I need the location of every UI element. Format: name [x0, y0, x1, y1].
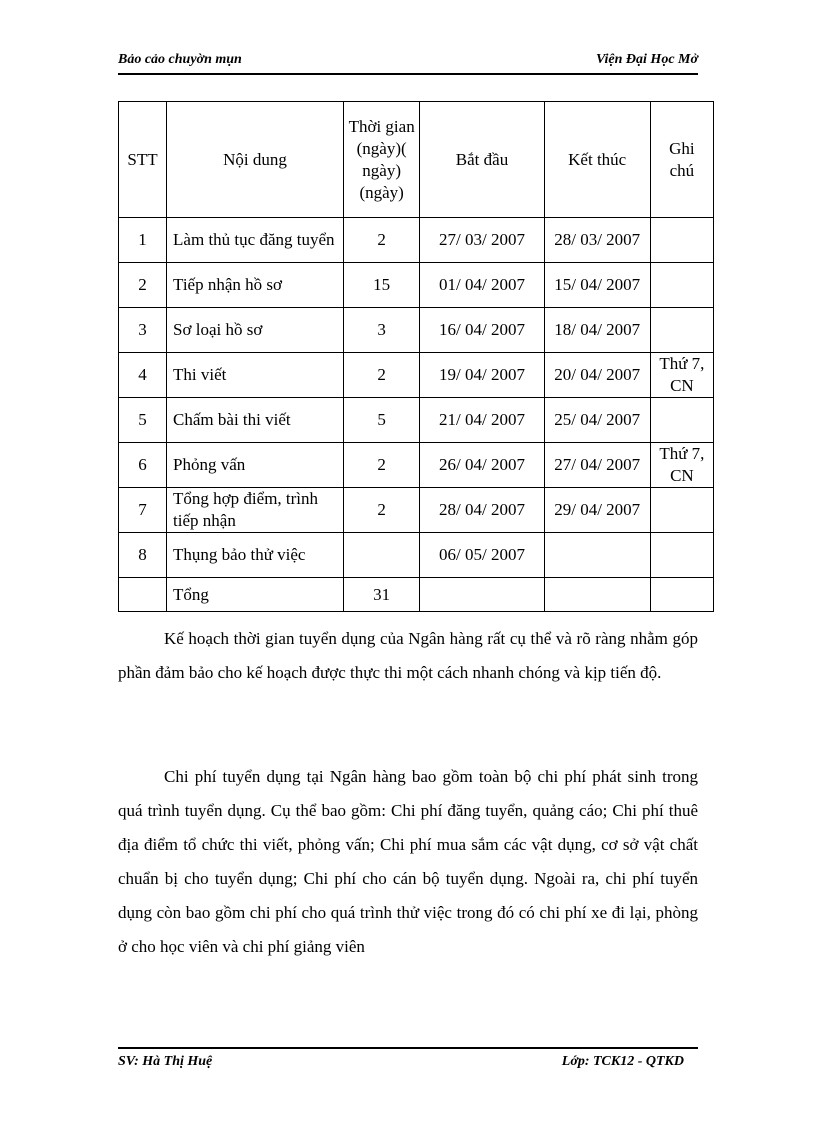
table-row [119, 308, 714, 353]
cell-empty [650, 578, 713, 612]
cell-duration: 2 [343, 353, 419, 398]
cell-note [650, 263, 713, 308]
cell-start: 26/ 04/ 2007 [420, 443, 544, 488]
cell-note [650, 488, 713, 533]
cell-end: 20/ 04/ 2007 [544, 353, 650, 398]
header-left-text: Bảo cảo chuyờn mụn [118, 52, 242, 67]
cell-duration: 15 [343, 263, 419, 308]
cell-end: 18/ 04/ 2007 [544, 308, 650, 353]
cell-content: Chấm bài thi viết [167, 398, 344, 443]
table-row [119, 353, 714, 398]
cell-duration: 2 [343, 443, 419, 488]
col-header-start: Bắt đầu [420, 102, 544, 218]
table-row [119, 533, 714, 578]
cell-duration: 5 [343, 398, 419, 443]
col-header-end: Kết thúc [544, 102, 650, 218]
total-value: 31 [343, 578, 419, 612]
paragraph-schedule-summary: Kế hoạch thời gian tuyển dụng của Ngân hàng rất cụ thể và rõ ràng nhằm góp phần đảm bảo cho kế hoạch được thực thi một cách nhanh chóng và kịp tiến độ. [118, 629, 698, 682]
cell-stt: 4 [119, 353, 167, 398]
table-row [119, 263, 714, 308]
col-header-note: Ghi chú [650, 102, 713, 218]
cell-duration: 3 [343, 308, 419, 353]
cell-content: Thụng bảo thử việc [167, 533, 344, 578]
cell-content: Sơ loại hồ sơ [167, 308, 344, 353]
cell-note [650, 533, 713, 578]
cell-start: 19/ 04/ 2007 [420, 353, 544, 398]
cell-start: 16/ 04/ 2007 [420, 308, 544, 353]
cell-empty [544, 578, 650, 612]
cell-content: Phỏng vấn [167, 443, 344, 488]
cell-content: Tiếp nhận hồ sơ [167, 263, 344, 308]
col-header-duration: Thời gian (ngày)( ngày) (ngày) [343, 102, 419, 218]
cell-note [650, 218, 713, 263]
cell-end: 15/ 04/ 2007 [544, 263, 650, 308]
cell-duration: 2 [343, 218, 419, 263]
cell-note [650, 308, 713, 353]
page-header [118, 52, 698, 72]
cell-end: 25/ 04/ 2007 [544, 398, 650, 443]
footer-rule [118, 1047, 698, 1049]
table-header-row [119, 102, 714, 218]
cell-stt: 8 [119, 533, 167, 578]
cell-stt: 2 [119, 263, 167, 308]
cell-stt: 7 [119, 488, 167, 533]
cell-note: Thứ 7, CN [650, 443, 713, 488]
cell-content: Làm thủ tục đăng tuyển [167, 218, 344, 263]
paragraph-recruitment-costs: Chi phí tuyển dụng tại Ngân hàng bao gồm toàn bộ chi phí phát sinh trong quá trình tuyển dụng. Cụ thể bao gồm: Chi phí đăng tuyển, quảng cáo; Chi phí thuê địa điểm tổ chức thi viết, phỏng vấn; Chi phí mua sắm các vật dụng, cơ sở vật chất chuẩn bị cho tuyển dụng; Chi phí cho cán bộ tuyển dụng. Ngoài ra, chi phí tuyển dụng còn bao gồm chi phí cho quá trình thử việc trong đó có chi phí xe đi lại, phòng ở cho học viên và chi phí giảng viên [118, 767, 698, 956]
cell-stt: 6 [119, 443, 167, 488]
cell-empty [420, 578, 544, 612]
cell-start: 01/ 04/ 2007 [420, 263, 544, 308]
table-row [119, 398, 714, 443]
cell-stt: 1 [119, 218, 167, 263]
header-rule [118, 73, 698, 75]
cell-note: Thứ 7, CN [650, 353, 713, 398]
cell-start: 27/ 03/ 2007 [420, 218, 544, 263]
cell-stt-empty [119, 578, 167, 612]
page-footer [118, 1054, 684, 1074]
cell-end [544, 533, 650, 578]
cell-end: 28/ 03/ 2007 [544, 218, 650, 263]
table-row [119, 218, 714, 263]
cell-duration: 2 [343, 488, 419, 533]
cell-duration [343, 533, 419, 578]
cell-note [650, 398, 713, 443]
cell-content: Thi viết [167, 353, 344, 398]
total-label: Tổng [167, 578, 344, 612]
col-header-stt: STT [119, 102, 167, 218]
table-total-row [119, 578, 714, 612]
cell-end: 27/ 04/ 2007 [544, 443, 650, 488]
recruitment-schedule-table [118, 101, 714, 612]
header-right-text: Viện Đại Học Mở [595, 52, 698, 67]
table-row [119, 488, 714, 533]
cell-stt: 5 [119, 398, 167, 443]
col-header-content: Nội dung [167, 102, 344, 218]
cell-stt: 3 [119, 308, 167, 353]
cell-end: 29/ 04/ 2007 [544, 488, 650, 533]
cell-start: 06/ 05/ 2007 [420, 533, 544, 578]
footer-class: Lớp: TCK12 - QTKD [561, 1054, 684, 1069]
cell-start: 28/ 04/ 2007 [420, 488, 544, 533]
cell-start: 21/ 04/ 2007 [420, 398, 544, 443]
table-row [119, 443, 714, 488]
footer-student: SV: Hà Thị Huệ [118, 1054, 213, 1069]
cell-content: Tổng hợp điểm, trình tiếp nhận [167, 488, 344, 533]
